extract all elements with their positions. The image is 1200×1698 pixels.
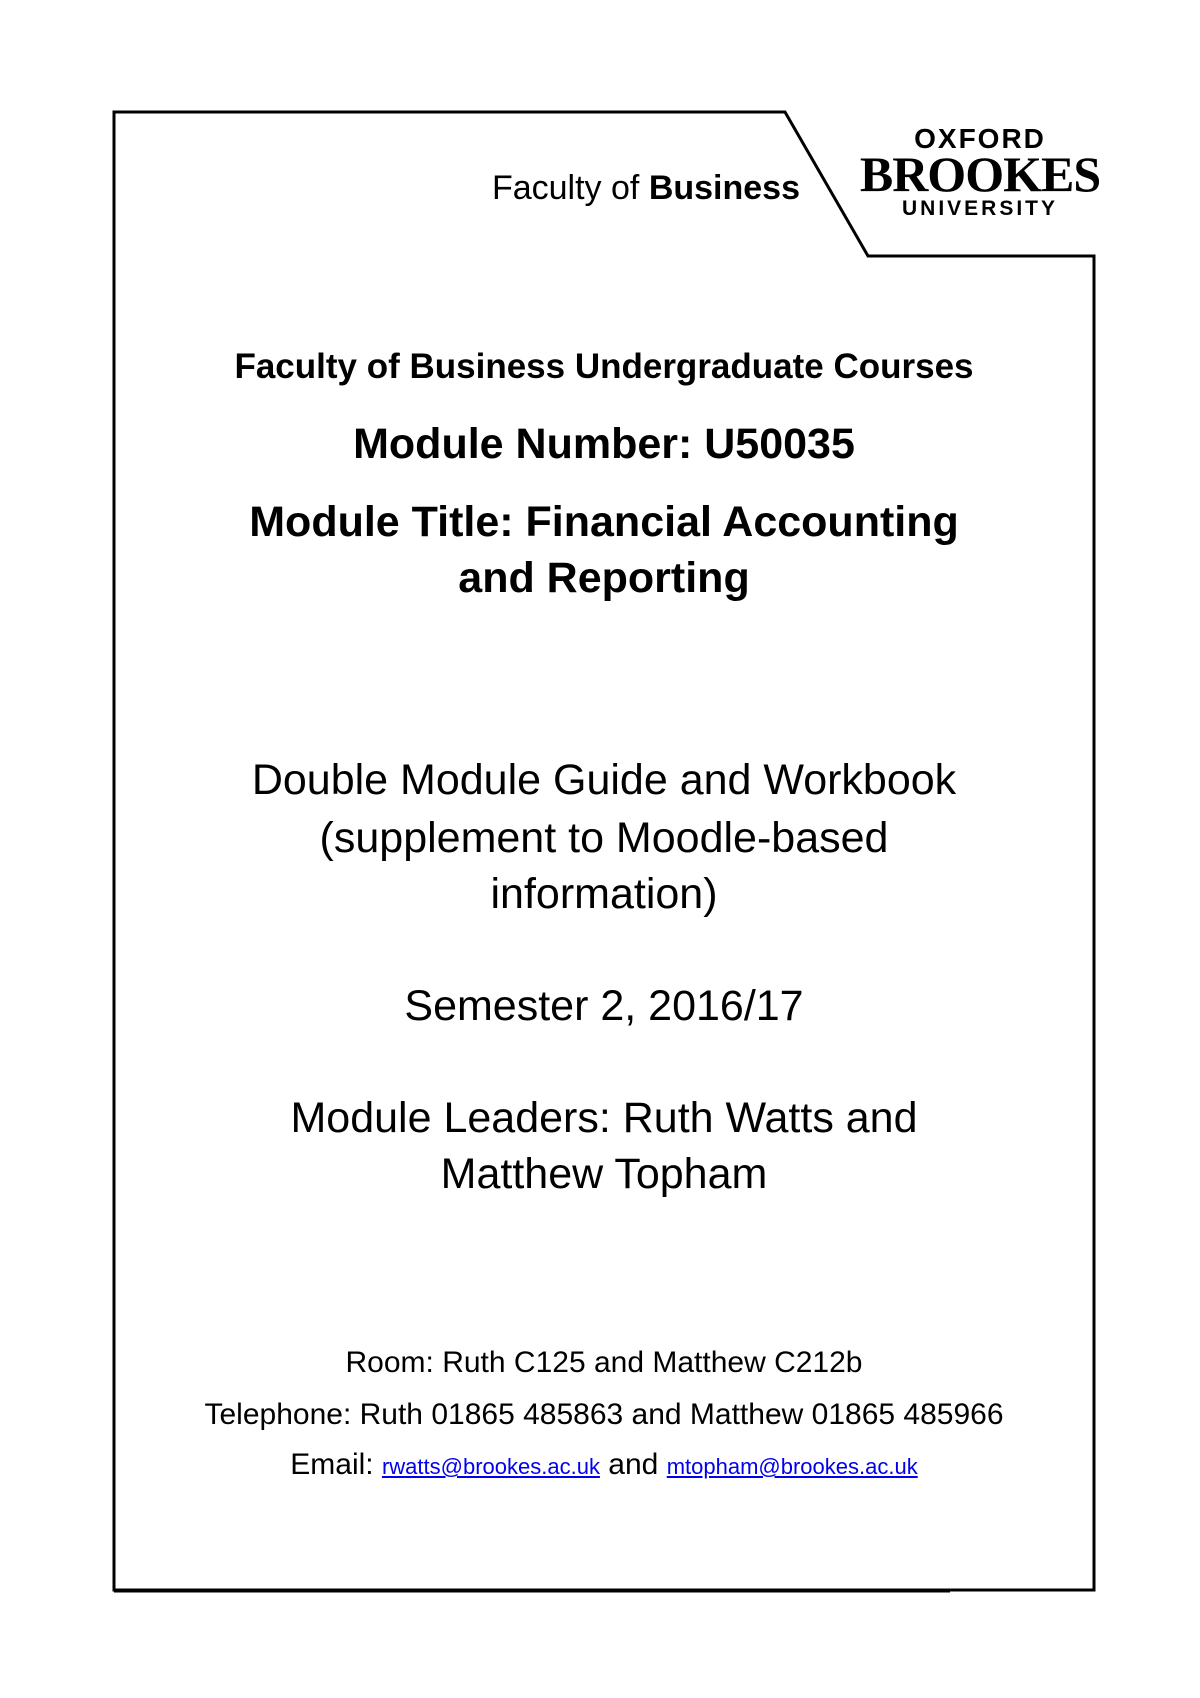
logo-university: UNIVERSITY (901, 197, 1059, 220)
email-info (114, 1446, 1094, 1486)
email-link-rwatts[interactable]: rwatts@brookes.ac.uk (381, 1454, 600, 1479)
courses-heading: Faculty of Business Undergraduate Courses (234, 347, 974, 386)
module-leaders-line-1: Module Leaders: Ruth Watts and (290, 1094, 918, 1142)
faculty-prefix: Faculty of (491, 169, 640, 207)
email-link-mtopham[interactable]: mtopham@brookes.ac.uk (666, 1454, 918, 1479)
email-label: Email: (290, 1448, 374, 1481)
faculty-label (492, 168, 800, 208)
email-joiner: and (608, 1448, 659, 1481)
guide-line-1: Double Module Guide and Workbook (251, 756, 957, 804)
logo-oxford: OXFORD (914, 123, 1046, 154)
guide-line-2: (supplement to Moodle-based (319, 814, 889, 862)
faculty-name: Business (648, 169, 800, 207)
guide-line-3: information) (490, 870, 718, 918)
module-title-line-1: Module Title: Financial Accounting (249, 498, 959, 546)
semester: Semester 2, 2016/17 (404, 982, 804, 1030)
module-leaders-line-2: Matthew Topham (440, 1150, 768, 1198)
room-info: Room: Ruth C125 and Matthew C212b (345, 1346, 863, 1379)
module-number: Module Number: U50035 (353, 420, 855, 468)
logo-brookes: BROOKES (859, 146, 1101, 202)
module-title-line-2: and Reporting (458, 554, 750, 602)
telephone-info: Telephone: Ruth 01865 485863 and Matthew 01865 485966 (204, 1398, 1004, 1431)
